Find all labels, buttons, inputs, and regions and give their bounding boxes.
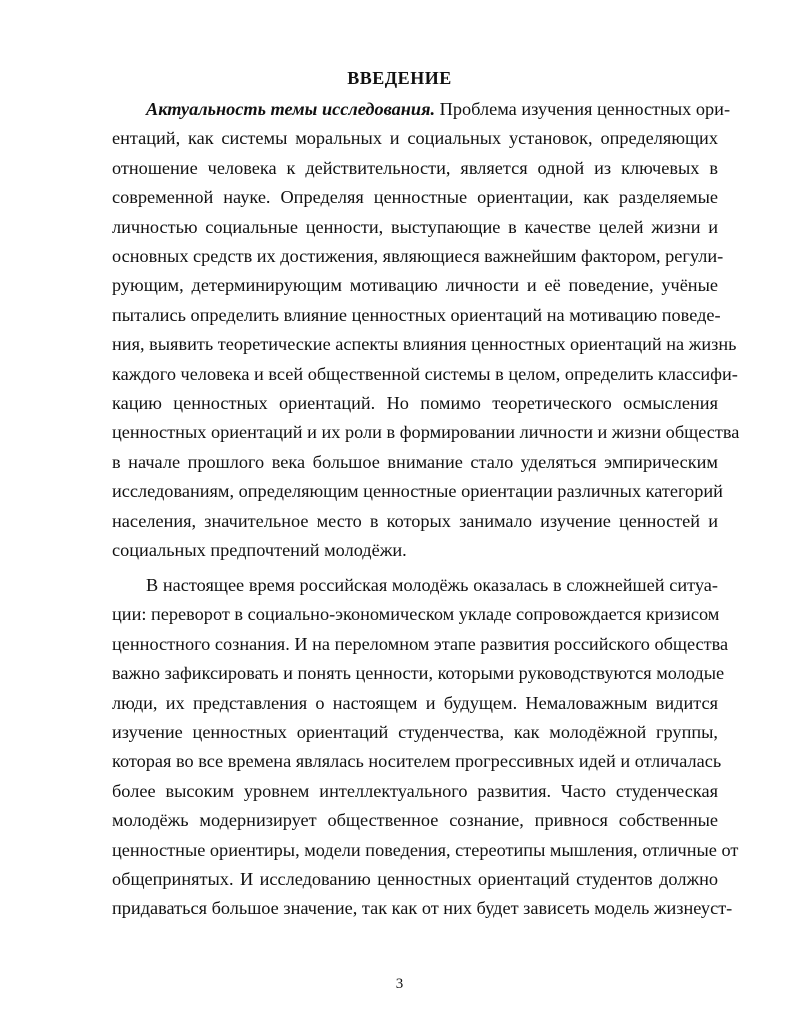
paragraph-relevance (112, 95, 740, 566)
paragraph-line: ния, выявить теоретические аспекты влияния ценностных ориентаций на жизнь (112, 334, 737, 355)
paragraph-line: общепринятых. И исследованию ценностных ориентаций студентов должно (112, 869, 718, 890)
paragraph-line: ценностные ориентиры, модели поведения, стереотипы мышления, отличные от (112, 839, 739, 860)
paragraph-line: которая во все времена являлась носителем прогрессивных идей и отличалась (112, 751, 722, 772)
paragraph-line: отношение человека к действительности, является одной из ключевых в (112, 157, 718, 178)
paragraph-line: социальных предпочтений молодёжи. (112, 540, 407, 561)
page-number: 3 (395, 976, 404, 992)
paragraph-line: люди, их представления о настоящем и будущем. Немаловажным видится (112, 692, 718, 713)
paragraph-line: молодёжь модернизирует общественное сознание, привнося собственные (112, 810, 718, 831)
paragraph-line: населения, значительное место в которых занимало изучение ценностей и (112, 510, 718, 531)
paragraph-line: личностью социальные ценности, выступающие в качестве целей жизни и (112, 216, 718, 237)
paragraph-line: ции: переворот в социально-экономическом укладе сопровождается кризисом (112, 604, 720, 625)
paragraph-line: рующим, детерминирующим мотивацию личности и её поведение, учёные (112, 275, 718, 296)
paragraph-line: пытались определить влияние ценностных ориентаций на мотивацию поведе- (112, 304, 721, 325)
paragraph-line: изучение ценностных ориентаций студенчества, как молодёжной группы, (112, 722, 718, 743)
paragraph-line: придаваться большое значение, так как от них будет зависеть модель жизнеуст- (112, 898, 733, 919)
paragraph-line: кацию ценностных ориентаций. Но помимо теоретического осмысления (112, 393, 718, 414)
paragraph-line: более высоким уровнем интеллектуального развития. Часто студенческая (112, 780, 718, 801)
paragraph-line: исследованиям, определяющим ценностные ориентации различных категорий (112, 481, 723, 502)
paragraph-line: ценностного сознания. И на переломном этапе развития российского общества (112, 633, 729, 654)
paragraph-line: в начале прошлого века большое внимание стало уделяться эмпирическим (112, 451, 718, 472)
paragraph-line-text: Проблема изучения ценностных ори- (435, 99, 731, 119)
paragraph-line (112, 95, 731, 124)
paragraph-line: ценностных ориентаций и их роли в формировании личности и жизни общества (112, 422, 740, 443)
paragraph-modern-youth (112, 571, 739, 924)
paragraph-line: каждого человека и всей общественной системы в целом, определить классифи- (112, 363, 738, 384)
paragraph-line: В настоящее время российская молодёжь оказалась в сложнейшей ситуа- (146, 575, 718, 595)
paragraph-line: основных средств их достижения, являющиеся важнейшим фактором, регули- (112, 246, 724, 267)
paragraph-line: ентаций, как системы моральных и социальных установок, определяющих (112, 128, 718, 149)
section-heading: ВВЕДЕНИЕ (347, 68, 452, 88)
paragraph-line: важно зафиксировать и понять ценности, которыми руководствуются молодые (112, 663, 725, 684)
paragraph-line: современной науке. Определяя ценностные ориентации, как разделяемые (112, 187, 718, 208)
lead-in-phrase: Актуальность темы исследования. (146, 99, 436, 119)
